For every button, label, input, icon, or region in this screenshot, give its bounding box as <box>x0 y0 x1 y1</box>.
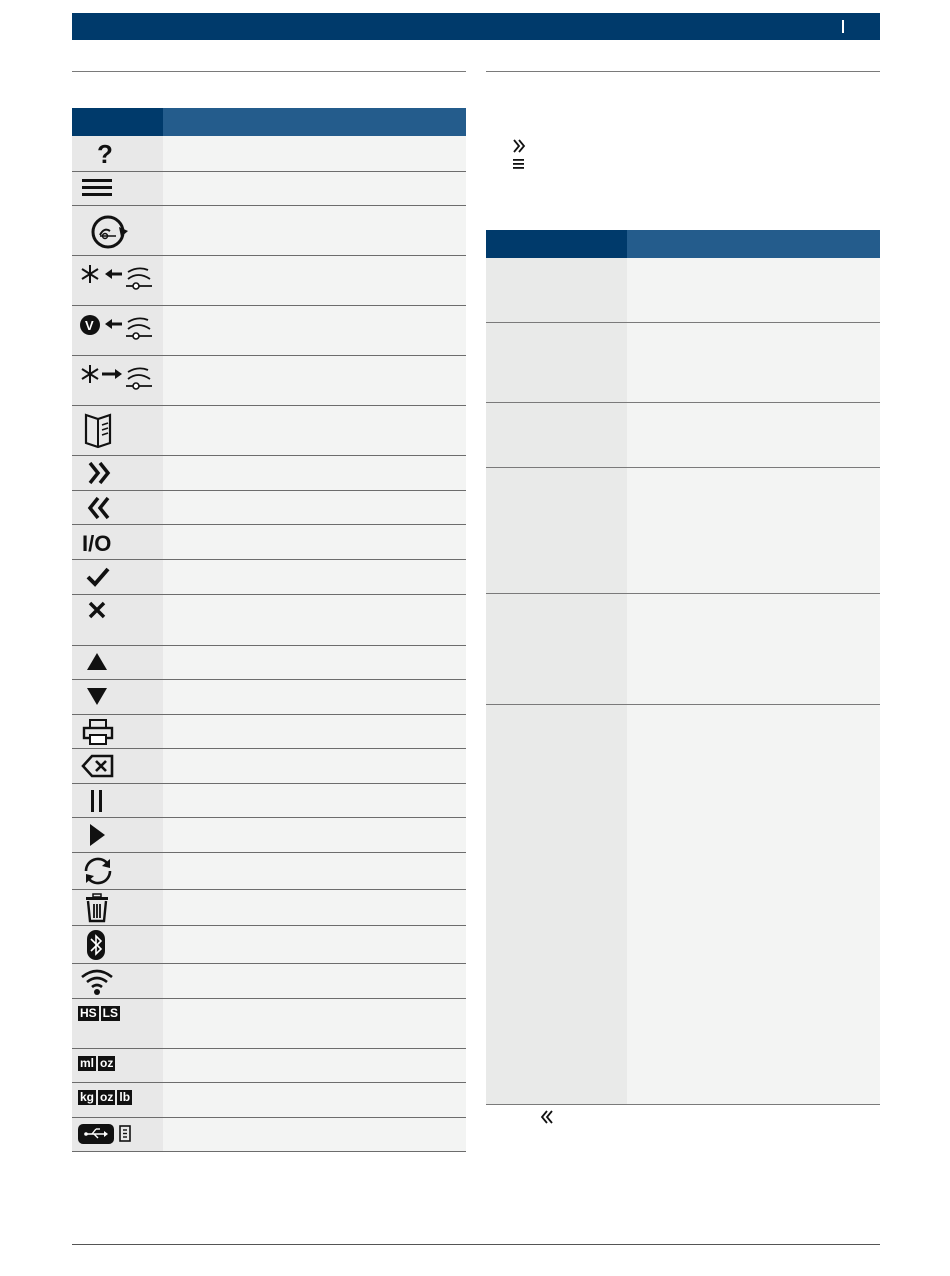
menu-icon <box>511 156 527 172</box>
table-row <box>72 1118 466 1152</box>
table-row <box>72 999 466 1049</box>
refrigerant-recovery-icon <box>78 259 160 299</box>
pause-icon <box>78 787 118 815</box>
back-icon <box>78 494 118 522</box>
table-row <box>72 560 466 595</box>
svg-text:V: V <box>85 318 94 333</box>
usb-icon <box>78 1121 138 1149</box>
badge-oz: oz <box>100 1090 114 1104</box>
table-row <box>486 594 880 705</box>
table-row <box>72 1083 466 1118</box>
icon-table <box>72 108 466 1152</box>
table-row <box>72 784 466 818</box>
forward-icon <box>511 138 527 154</box>
table-row <box>72 715 466 749</box>
delete-icon <box>78 893 118 923</box>
on-off-label: I/O <box>82 531 112 556</box>
table-row <box>72 456 466 491</box>
table-row <box>72 853 466 890</box>
table-row <box>72 356 466 406</box>
table-row <box>72 256 466 306</box>
steps-table-header <box>486 230 880 258</box>
confirm-icon <box>78 563 118 591</box>
right-notes <box>511 137 527 173</box>
description-column-header <box>163 108 466 136</box>
header-divider <box>842 20 844 33</box>
help-icon <box>78 139 118 169</box>
table-row <box>72 595 466 646</box>
table-row <box>72 491 466 525</box>
table-row <box>72 646 466 680</box>
table-row <box>72 525 466 560</box>
refrigerant-service-cycle-icon <box>78 209 138 253</box>
icon-table-header <box>72 108 466 136</box>
table-row <box>72 964 466 999</box>
badge-oz: oz <box>100 1056 114 1070</box>
table-row <box>486 705 880 1105</box>
list-item <box>511 155 527 173</box>
table-row <box>486 258 880 323</box>
table-row <box>72 926 466 964</box>
play-icon <box>78 821 118 849</box>
on-off-icon <box>78 528 122 556</box>
arrow-down-icon <box>78 683 118 711</box>
badge-kg: kg <box>80 1090 95 1104</box>
table-row <box>72 172 466 206</box>
menu-icon <box>78 175 118 203</box>
table-row <box>72 206 466 256</box>
back-icon <box>539 1109 555 1125</box>
svg-text:?: ? <box>97 139 113 169</box>
badge-ml: ml <box>80 1056 95 1070</box>
table-row <box>72 406 466 456</box>
steps-table <box>486 230 880 1105</box>
wifi-icon <box>78 967 118 997</box>
table-row <box>72 749 466 784</box>
refresh-icon <box>78 856 118 886</box>
left-section-rule <box>72 71 466 72</box>
bluetooth-icon <box>78 929 118 961</box>
icon-column-header <box>72 108 163 136</box>
print-icon <box>78 718 118 746</box>
manual-icon <box>78 409 122 449</box>
footer-rule <box>72 1244 880 1245</box>
table-row <box>486 468 880 594</box>
ml-oz-icon <box>78 1056 117 1071</box>
table-row <box>486 323 880 403</box>
table-row <box>486 403 880 468</box>
list-item <box>511 137 527 155</box>
table-row <box>72 1049 466 1083</box>
cancel-icon <box>78 598 118 626</box>
table-row <box>72 306 466 356</box>
right-section-rule <box>486 71 880 72</box>
bottom-note <box>539 1109 555 1130</box>
vacuum-icon <box>78 309 160 349</box>
table-row <box>72 136 466 172</box>
badge-hs: HS <box>80 1006 97 1020</box>
table-row <box>72 818 466 853</box>
badge-ls: LS <box>102 1006 119 1020</box>
action-column-header <box>627 230 880 258</box>
table-row <box>72 680 466 715</box>
step-column-header <box>486 230 627 258</box>
badge-lb: lb <box>119 1090 131 1104</box>
table-row <box>72 890 466 926</box>
arrow-up-icon <box>78 649 118 677</box>
forward-icon <box>78 459 118 487</box>
hs-ls-icon <box>78 1006 122 1021</box>
backspace-icon <box>78 752 118 780</box>
page-header-bar <box>72 13 880 40</box>
kg-oz-lb-icon <box>78 1090 134 1105</box>
refrigerant-charge-icon <box>78 359 160 399</box>
